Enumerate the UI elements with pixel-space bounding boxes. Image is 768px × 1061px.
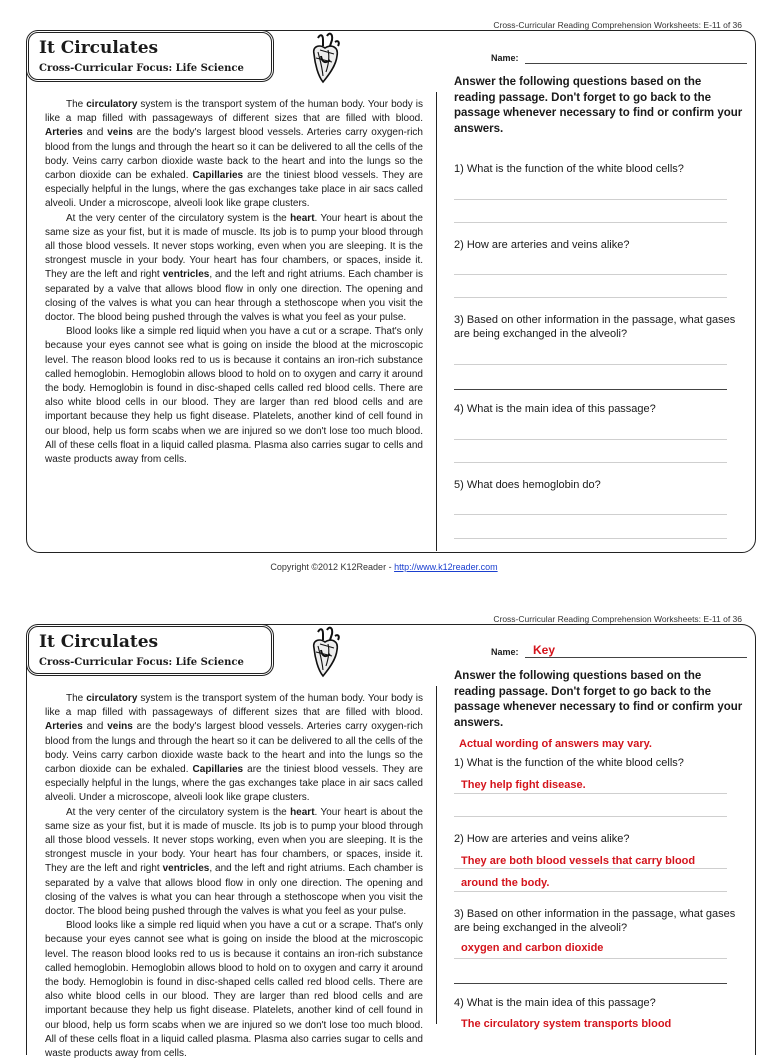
worksheet-subtitle: Cross-Curricular Focus: Life Science <box>39 657 244 668</box>
reading-passage <box>45 692 423 1061</box>
question-3: 3) Based on other information in the passage, what gases are being exchanged in the alveoli? <box>454 908 736 934</box>
passage-keyword: ventricles <box>162 863 210 875</box>
passage-text: are the tiniest blood vessels. They are especially helpful in the lungs, where the gas exchanges take place in air sacs called alveoli. Under a microscope, alveoli look like grape clusters. <box>45 764 423 804</box>
passage-keyword: Arteries <box>45 127 83 139</box>
instructions: Answer the following questions based on the reading passage. Don't forget to go back to the passage whenever necessary to find or confirm your answers. <box>454 670 743 729</box>
question-1: 1) What is the function of the white blood cells? <box>454 163 684 175</box>
answer-line[interactable] <box>454 891 727 892</box>
passage-keyword: Capillaries <box>192 764 244 776</box>
question-4: 4) What is the main idea of this passage? <box>454 403 656 415</box>
copyright <box>0 562 768 572</box>
title-box <box>26 30 274 82</box>
name-line <box>525 657 747 658</box>
answer-line[interactable] <box>454 816 727 817</box>
answer-line[interactable] <box>454 462 727 463</box>
name-field[interactable] <box>491 53 747 63</box>
passage-keyword: Arteries <box>45 721 83 733</box>
heart-illustration-icon <box>308 32 342 84</box>
passage-keyword: ventricles <box>162 269 210 281</box>
instructions: Answer the following questions based on the reading passage. Don't forget to go back to the passage whenever necessary to find or confirm your answers. <box>454 76 743 135</box>
answer-note: Actual wording of answers may vary. <box>459 738 652 750</box>
name-line <box>525 63 747 64</box>
passage-text: and <box>82 127 108 139</box>
header-label: Cross-Curricular Reading Comprehension Worksheets: E-11 of 36 <box>493 20 742 30</box>
answer-line[interactable] <box>454 538 727 539</box>
answer-line[interactable] <box>454 389 727 390</box>
passage-keyword: veins <box>107 127 133 139</box>
passage-text: The <box>66 693 87 704</box>
passage-text: . Your heart is about the same size as your fist, but it is made of muscle. Its job is to pump your blood through all those blood vessels. It never stops working, even when you are sleeping. It is the strongest muscle in your body. Your heart has four chambers, or spaces, inside it. They are the left and right <box>45 806 423 875</box>
passage-text: The <box>66 99 87 110</box>
answer-3: oxygen and carbon dioxide <box>461 942 604 954</box>
passage-text: , and the left and right atriums. Each chamber is separated by a valve that allows blood flow in only one direction. The opening and closing of the valves is what you can hear through a stethoscope when you visit the doctor. The blood being pushed through the valves is what you feel as your pulse. <box>45 269 423 324</box>
passage-text: are the tiniest blood vessels. They are especially helpful in the lungs, where the gas exchanges take place in air sacs called alveoli. Under a microscope, alveoli look like grape clusters. <box>45 170 423 210</box>
worksheet-title: It Circulates <box>39 38 159 58</box>
answer-line[interactable] <box>454 439 727 440</box>
passage-text: are the body's largest blood vessels. Arteries carry oxygen-rich blood from the lungs and through the heart so it can be delivered to all the cells of the body. Veins carry carbon dioxide waste back to the heart and into the lungs so the carbon dioxide can be exhaled. <box>45 127 423 182</box>
worksheet-answer-key <box>0 594 768 1060</box>
passage-text: are the body's largest blood vessels. Arteries carry oxygen-rich blood from the lungs and through the heart so it can be delivered to all the cells of the body. Veins carry carbon dioxide waste back to the heart and into the lungs so the carbon dioxide can be exhaled. <box>45 721 423 776</box>
passage-text: , and the left and right atriums. Each chamber is separated by a valve that allows blood flow in only one direction. The opening and closing of the valves is what you can hear through a stethoscope when you visit the doctor. The blood being pushed through the valves is what you feel as your pulse. <box>45 863 423 918</box>
answer-line[interactable] <box>454 793 727 794</box>
copyright-link[interactable]: http://www.k12reader.com <box>394 562 498 572</box>
answer-line[interactable] <box>454 297 727 298</box>
passage-text: system is the transport system of the human body. Your body is like a map filled with passageways of different sizes that are filled with blood. <box>45 99 423 125</box>
passage-keyword: heart <box>290 212 315 224</box>
answer-line[interactable] <box>454 199 727 200</box>
passage-keyword: veins <box>107 721 133 733</box>
answer-line[interactable] <box>454 868 727 869</box>
column-divider <box>436 686 437 1024</box>
column-divider <box>436 92 437 551</box>
passage-paragraph-3 <box>45 325 423 467</box>
passage-keyword: Capillaries <box>192 170 244 182</box>
answer-line[interactable] <box>454 514 727 515</box>
passage-paragraph-1 <box>45 692 423 806</box>
question-2: 2) How are arteries and veins alike? <box>454 239 630 251</box>
passage-text: system is the transport system of the human body. Your body is like a map filled with passageways of different sizes that are filled with blood. <box>45 693 423 719</box>
passage-paragraph-2 <box>45 212 423 326</box>
passage-paragraph-1 <box>45 98 423 212</box>
header-label: Cross-Curricular Reading Comprehension Worksheets: E-11 of 36 <box>493 614 742 624</box>
question-3: 3) Based on other information in the passage, what gases are being exchanged in the alveoli? <box>454 314 736 340</box>
passage-text: Blood looks like a simple red liquid when you have a cut or a scrape. That's only because your eyes cannot see what is going on inside the blood at the microscopic level. The reason blood looks red to us is because it contains an iron-rich substance called hemoglobin. Hemoglobin allows blood to hold on to oxygen and carry it around the body. Hemoglobin is found in disc-shaped cells called red blood cells. There are also white blood cells in our blood. They are larger than red blood cells and are important because they help us fight disease. Platelets, another kind of cell found in our blood, help us form scabs when we are injured so we don't lose too much blood. All of these cells float in a liquid called plasma. Plasma also carries sugar to cells and waste products away from cells. <box>45 920 423 1060</box>
answer-line[interactable] <box>454 958 727 959</box>
passage-text: At the very center of the circulatory system is the <box>66 212 291 224</box>
passage-text: Blood looks like a simple red liquid when you have a cut or a scrape. That's only because your eyes cannot see what is going on inside the blood at the microscopic level. The reason blood looks red to us is because it contains an iron-rich substance called hemoglobin. Hemoglobin allows blood to hold on to oxygen and carry it around the body. Hemoglobin is found in disc-shaped cells called red blood cells. There are also white blood cells in our blood. They are larger than red blood cells and are important because they help us fight disease. Platelets, another kind of cell found in our blood, help us form scabs when we are injured so we don't lose too much blood. All of these cells float in a liquid called plasma. Plasma also carries sugar to cells and waste products away from cells. <box>45 326 423 466</box>
question-1: 1) What is the function of the white blood cells? <box>454 757 684 769</box>
passage-text: and <box>82 721 108 733</box>
key-label: Key <box>533 643 556 657</box>
passage-text: . Your heart is about the same size as your fist, but it is made of muscle. Its job is to pump your blood through all those blood vessels. It never stops working, even when you are sleeping. It is the strongest muscle in your body. Your heart has four chambers, or spaces, inside it. They are the left and right <box>45 212 423 281</box>
copyright-text: Copyright ©2012 K12Reader - <box>270 562 395 572</box>
title-box <box>26 624 274 676</box>
answer-4-partial: The circulatory system transports blood <box>461 1018 672 1030</box>
passage-paragraph-3 <box>45 919 423 1061</box>
heart-illustration-icon <box>308 626 342 678</box>
passage-keyword: circulatory <box>86 99 138 110</box>
answer-line[interactable] <box>454 222 727 223</box>
passage-keyword: circulatory <box>86 693 138 704</box>
passage-paragraph-2 <box>45 806 423 920</box>
passage-text: At the very center of the circulatory system is the <box>66 806 291 818</box>
passage-keyword: heart <box>290 806 315 818</box>
answer-line[interactable] <box>454 983 727 984</box>
answer-line[interactable] <box>454 364 727 365</box>
question-4: 4) What is the main idea of this passage? <box>454 997 656 1009</box>
name-field[interactable] <box>491 643 747 657</box>
answer-1: They help fight disease. <box>461 779 586 791</box>
name-label: Name: <box>491 53 519 63</box>
name-label: Name: <box>491 647 519 657</box>
question-2: 2) How are arteries and veins alike? <box>454 833 630 845</box>
worksheet-subtitle: Cross-Curricular Focus: Life Science <box>39 63 244 74</box>
answer-2-line-2: around the body. <box>461 877 550 889</box>
answer-2-line-1: They are both blood vessels that carry blood <box>461 855 696 867</box>
worksheet-title: It Circulates <box>39 632 159 652</box>
answer-line[interactable] <box>454 274 727 275</box>
question-5: 5) What does hemoglobin do? <box>454 479 601 491</box>
reading-passage <box>45 98 423 467</box>
